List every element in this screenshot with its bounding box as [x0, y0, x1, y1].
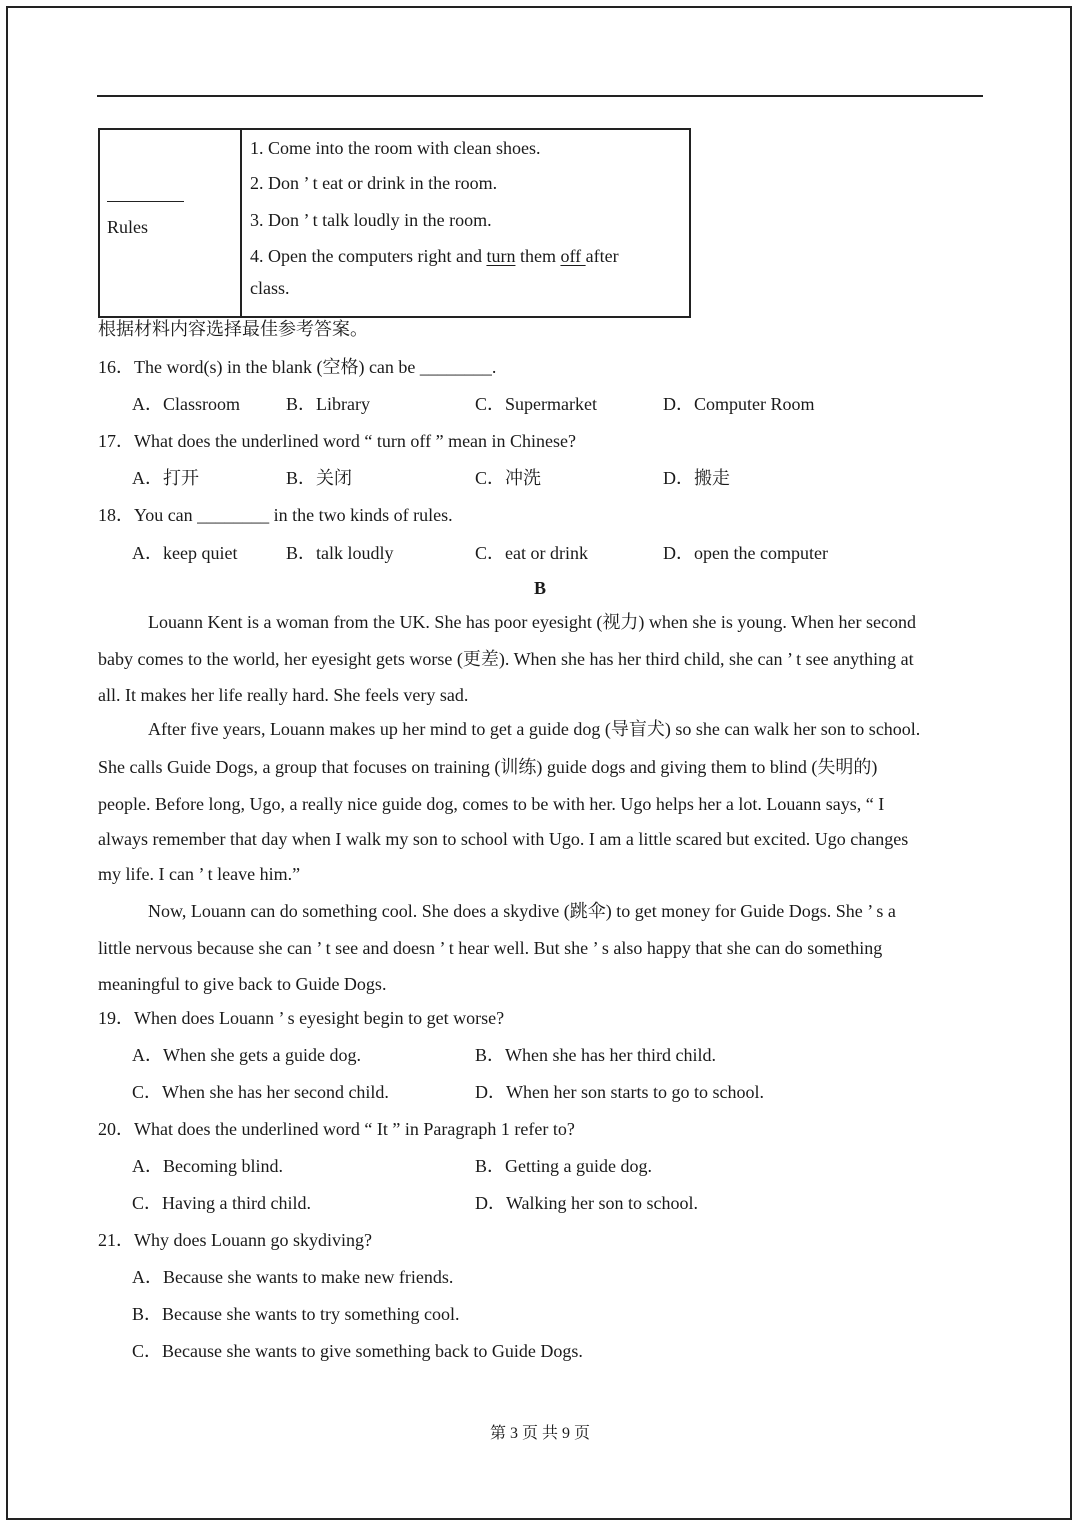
q19-option-b: B．When she has her third child. — [475, 1045, 716, 1065]
instruction: 根据材料内容选择最佳参考答案。 — [98, 319, 368, 339]
rule-2: 2. Don ’ t eat or drink in the room. — [250, 173, 498, 193]
q17-option-a: A．打开 — [132, 468, 199, 488]
q20-option-a: A．Becoming blind. — [132, 1156, 283, 1176]
q16-option-d: D．Computer Room — [663, 394, 815, 414]
q19-option-a: A．When she gets a guide dog. — [132, 1045, 361, 1065]
page-footer: 第 3 页 共 9 页 — [489, 1425, 590, 1442]
q16-stem: 16．The word(s) in the blank (空格) can be ________. — [98, 357, 497, 377]
p1-line-3: all. It makes her life really hard. She feels very sad. — [98, 685, 469, 705]
p1-line-2: baby comes to the world, her eyesight gets worse (更差). When she has her third child, she can ’ t see anything at — [98, 649, 914, 669]
q20-option-d: D．Walking her son to school. — [475, 1193, 699, 1213]
rule-4-text-b: them — [515, 246, 561, 266]
q17-option-b: B．关闭 — [286, 468, 353, 488]
q16-option-c: C．Supermarket — [475, 394, 597, 414]
q19-option-c: C．When she has her second child. — [132, 1082, 389, 1102]
q21-stem: 21．Why does Louann go skydiving? — [98, 1230, 372, 1250]
rule-3: 3. Don ’ t talk loudly in the room. — [250, 210, 492, 230]
q19-option-d: D．When her son starts to go to school. — [475, 1082, 764, 1102]
underlined-off: off — [560, 246, 586, 266]
underlined-turn: turn — [486, 246, 516, 266]
table-divider — [240, 128, 242, 318]
q18-option-b: B．talk loudly — [286, 543, 394, 563]
p3-line-1: Now, Louann can do something cool. She does a skydive (跳伞) to get money for Guide Dogs. She ’ s a — [148, 901, 896, 921]
rule-4-text-c: after — [585, 246, 619, 266]
p2-line-5: my life. I can ’ t leave him.” — [98, 864, 301, 884]
rule-4-text-a: 4. Open the computers right and — [250, 246, 487, 266]
q18-option-d: D．open the computer — [663, 543, 828, 563]
p2-line-4: always remember that day when I walk my son to school with Ugo. I am a little scared but excited. Ugo changes — [98, 829, 909, 849]
q21-option-c: C．Because she wants to give something back to Guide Dogs. — [132, 1341, 583, 1361]
rule-1: 1. Come into the room with clean shoes. — [250, 138, 541, 158]
section-heading: B — [533, 578, 546, 598]
p3-line-3: meaningful to give back to Guide Dogs. — [98, 974, 387, 994]
q20-option-b: B．Getting a guide dog. — [475, 1156, 652, 1176]
p2-line-2: She calls Guide Dogs, a group that focuses on training (训练) guide dogs and giving them to blind (失明的) — [98, 757, 878, 777]
rule-4 — [250, 245, 619, 267]
header-rule — [97, 95, 983, 97]
p1-line-1: Louann Kent is a woman from the UK. She has poor eyesight (视力) when she is young. When her second — [148, 612, 917, 632]
q16-option-a: A．Classroom — [132, 394, 240, 414]
p2-line-3: people. Before long, Ugo, a really nice guide dog, comes to be with her. Ugo helps her a lot. Louann says, “ I — [98, 794, 885, 814]
p3-line-2: little nervous because she can ’ t see and doesn ’ t hear well. But she ’ s also happy that she can do something — [98, 938, 883, 958]
q16-option-b: B．Library — [286, 394, 370, 414]
q18-option-a: A．keep quiet — [132, 543, 238, 563]
table-label: Rules — [107, 217, 149, 237]
rule-4-cont: class. — [250, 278, 290, 298]
q19-stem: 19．When does Louann ’ s eyesight begin to get worse? — [98, 1008, 505, 1028]
q17-option-c: C．冲洗 — [475, 468, 542, 488]
q21-option-b: B．Because she wants to try something cool. — [132, 1304, 460, 1324]
q21-option-a: A．Because she wants to make new friends. — [132, 1267, 454, 1287]
q17-stem: 17．What does the underlined word “ turn off ” mean in Chinese? — [98, 431, 577, 451]
q18-option-c: C．eat or drink — [475, 543, 588, 563]
table-label-blank — [107, 201, 184, 202]
q17-option-d: D．搬走 — [663, 468, 730, 488]
q18-stem: 18．You can ________ in the two kinds of rules. — [98, 505, 453, 525]
q20-stem: 20．What does the underlined word “ It ” in Paragraph 1 refer to? — [98, 1119, 575, 1139]
q20-option-c: C．Having a third child. — [132, 1193, 311, 1213]
p2-line-1: After five years, Louann makes up her mind to get a guide dog (导盲犬) so she can walk her son to school. — [148, 719, 921, 739]
